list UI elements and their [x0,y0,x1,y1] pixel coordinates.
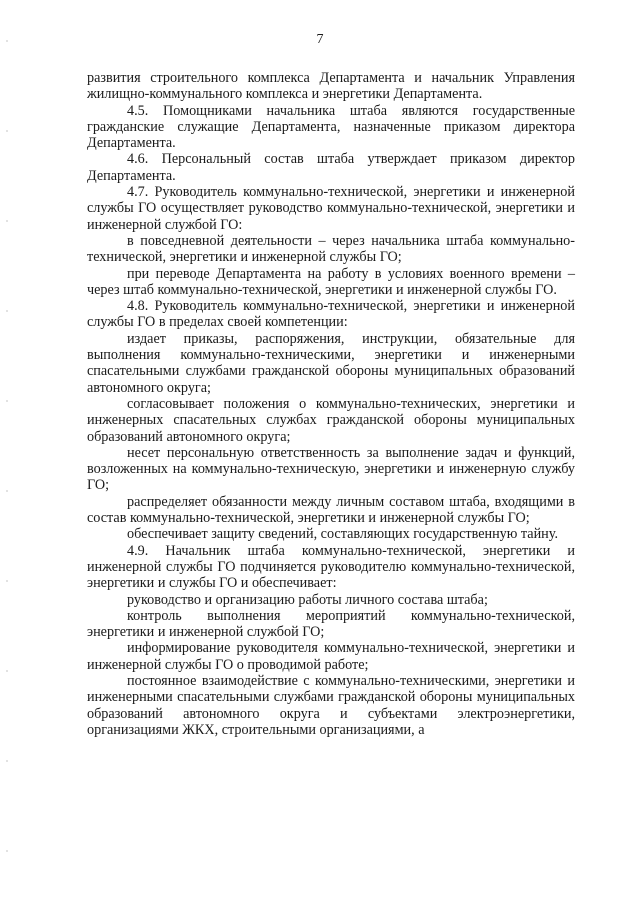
paragraph: 4.9. Начальник штаба коммунально-технической, энергетики и инженерной службы ГО подчиняется руководителю коммунально-технической, энергетики и службы ГО и обеспечивает: [87,542,575,592]
paragraph: 4.8. Руководитель коммунально-технической, энергетики и инженерной службы ГО в пределах своей компетенции: [87,298,575,331]
paragraph: в повседневной деятельности – через начальника штаба коммунально-технической, энергетики и инженерной службы ГО; [87,232,575,266]
paragraph: 4.6. Персональный состав штаба утверждает приказом директор Департамента. [87,151,575,184]
paragraph: издает приказы, распоряжения, инструкции, обязательные для выполнения коммунально-техническими, энергетики и инженерными спасательными службами гражданской обороны муниципальных образований автономного округа; [87,330,575,396]
paragraph: 4.7. Руководитель коммунально-технической, энергетики и инженерной службы ГО осуществляет руководство коммунально-технической, энергетики и инженерной службой ГО: [87,184,575,233]
scan-margin-artifact [6,0,8,905]
document-body [87,70,575,738]
paragraph: 4.5. Помощниками начальника штаба являются государственные гражданские служащие Департамента, назначенные приказом директора Департамента. [87,102,575,152]
paragraph: несет персональную ответственность за выполнение задач и функций, возложенных на коммунально-техническую, энергетики и инженерную службу ГО; [87,444,575,494]
paragraph: постоянное взаимодействие с коммунально-техническими, энергетики и инженерными спасательными службами гражданской обороны муниципальных образований автономного округа и субъектами электроэнергетики, организациями ЖКХ, строительными организациями, а [87,672,575,738]
paragraph: контроль выполнения мероприятий коммунально-технической, энергетики и инженерной службой ГО; [87,607,575,641]
paragraph: информирование руководителя коммунально-технической, энергетики и инженерной службы ГО о проводимой работе; [87,640,575,673]
paragraph: развития строительного комплекса Департамента и начальник Управления жилищно-коммунального комплекса и энергетики Департамента. [87,70,575,103]
page-number: 7 [316,32,324,47]
paragraph: согласовывает положения о коммунально-технических, энергетики и инженерных спасательных службах гражданской обороны муниципальных образований автономного округа; [87,395,575,445]
paragraph: распределяет обязанности между личным составом штаба, входящими в состав коммунально-технической, энергетики и инженерной службы ГО; [87,493,575,527]
paragraph: руководство и организацию работы личного состава штаба; [127,591,488,608]
paragraph: при переводе Департамента на работу в условиях военного времени – через штаб коммунально-технической, энергетики и инженерной службы ГО. [87,265,575,298]
paragraph: обеспечивает защиту сведений, составляющих государственную тайну. [127,526,558,543]
